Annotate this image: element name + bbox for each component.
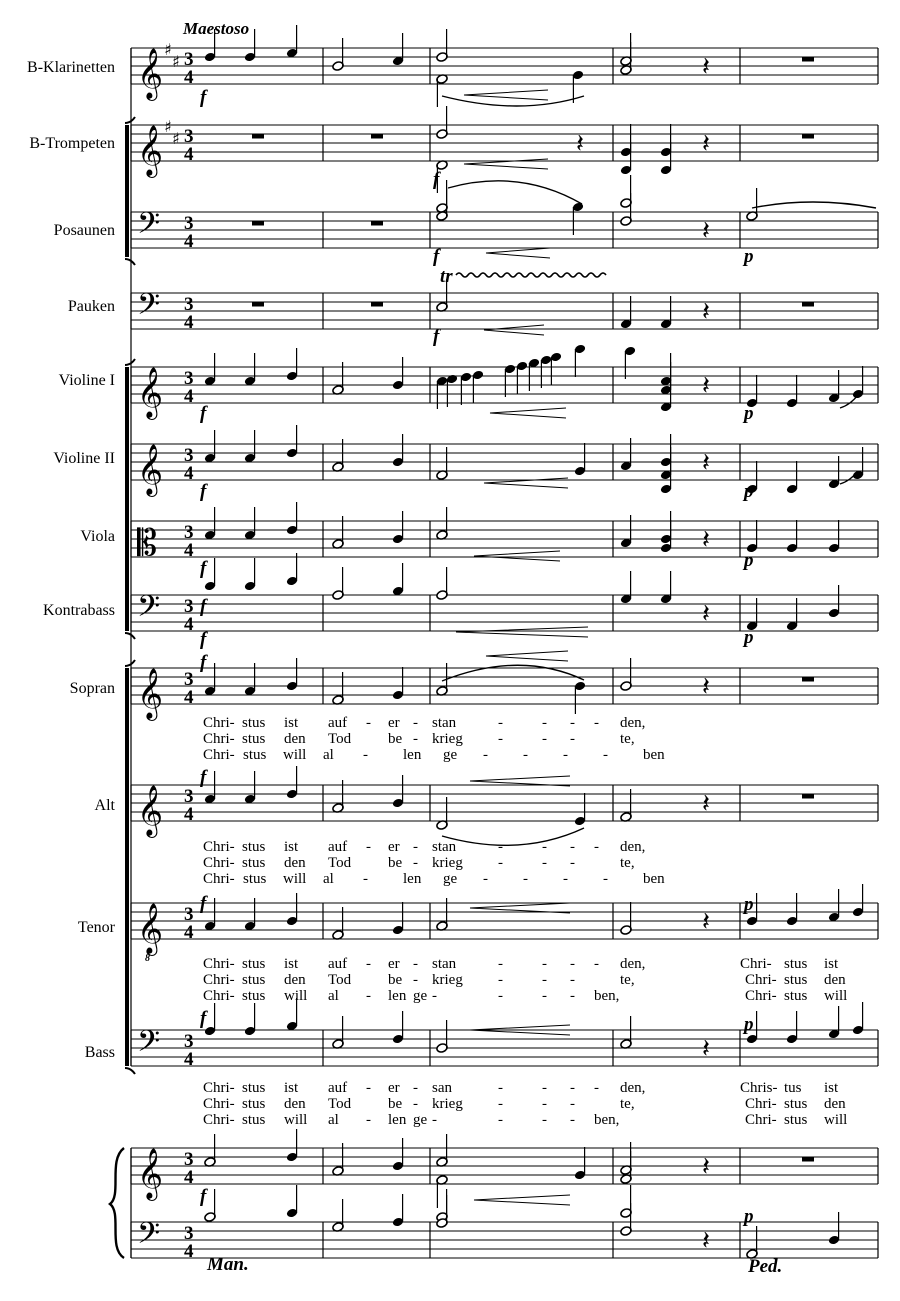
slur xyxy=(442,828,584,845)
lyric-syllable-alt: be xyxy=(388,855,403,871)
whole-rest-icon xyxy=(252,221,264,226)
lyric-syllable-tenor: stus xyxy=(242,972,266,988)
lyric-syllable-bass: - xyxy=(366,1112,371,1128)
lyric-syllable-sopran: - xyxy=(498,715,503,731)
lyric-syllable-tenor: will xyxy=(284,988,308,1004)
whole-rest-icon xyxy=(802,677,814,682)
lyric-syllable-bass: len xyxy=(388,1112,407,1128)
lyric-syllable-alt: den, xyxy=(620,839,646,855)
time-signature-numerator: 3 xyxy=(184,49,194,70)
time-signature-denominator: 4 xyxy=(184,1049,194,1070)
lyric-syllable-bass: stus xyxy=(242,1096,266,1112)
lyric-syllable-tenor: Chri- xyxy=(203,972,235,988)
lyric-syllable-tenor: Chri- xyxy=(745,972,777,988)
time-signature-numerator: 3 xyxy=(184,904,194,925)
time-signature-denominator: 4 xyxy=(184,540,194,561)
quarter-rest-icon: 𝄽 xyxy=(702,297,710,327)
lyric-syllable-tenor: ist xyxy=(284,956,299,972)
lyric-syllable-alt: - xyxy=(594,839,599,855)
quarter-rest-icon: 𝄽 xyxy=(702,52,710,82)
piano-mark: p xyxy=(744,894,754,915)
lyric-syllable-alt: stan xyxy=(432,839,457,855)
lyric-syllable-bass: den xyxy=(284,1096,306,1112)
instrument-label-ba: Bass xyxy=(84,1044,115,1061)
quarter-rest-icon: 𝄽 xyxy=(702,599,710,629)
lyric-syllable-alt: - xyxy=(563,871,568,887)
trill-mark: tr xyxy=(440,266,453,287)
instrument-label-v2: Violine II xyxy=(53,450,115,467)
lyric-syllable-sopran: ist xyxy=(284,715,299,731)
lyric-syllable-tenor: stus xyxy=(784,972,808,988)
lyric-syllable-sopran: ben xyxy=(643,747,665,763)
whole-rest-icon xyxy=(371,134,383,139)
whole-rest-icon xyxy=(252,302,264,307)
time-signature-denominator: 4 xyxy=(184,312,194,333)
lyric-syllable-bass: - xyxy=(542,1112,547,1128)
lyric-syllable-sopran: - xyxy=(413,715,418,731)
bass-clef-icon: 𝄢 xyxy=(137,207,161,248)
treble-clef-icon: 𝄞 xyxy=(137,125,164,176)
quarter-rest-icon: 𝄽 xyxy=(702,448,710,478)
lyric-syllable-bass: - xyxy=(432,1112,437,1128)
lyric-syllable-sopran: - xyxy=(483,747,488,763)
forte-mark: f xyxy=(200,481,207,502)
lyric-syllable-sopran: te, xyxy=(620,731,635,747)
time-signature-denominator: 4 xyxy=(184,614,194,635)
lyric-syllable-sopran: er xyxy=(388,715,400,731)
time-signature-numerator: 3 xyxy=(184,1031,194,1052)
time-signature-numerator: 3 xyxy=(184,1149,194,1170)
strings-bracket-top-hook xyxy=(125,359,135,365)
lyric-syllable-bass: al xyxy=(328,1112,339,1128)
forte-mark: f xyxy=(200,87,207,108)
lyric-syllable-tenor: den xyxy=(284,972,306,988)
lyric-syllable-tenor: ge xyxy=(413,988,428,1004)
lyric-syllable-alt: Chri- xyxy=(203,855,235,871)
instrument-label-kb: Kontrabass xyxy=(43,602,115,619)
bass-clef-icon: 𝄢 xyxy=(137,1217,161,1258)
time-signature-numerator: 3 xyxy=(184,596,194,617)
alto-clef-icon: 𝄡 xyxy=(137,523,158,564)
lyric-syllable-tenor: den, xyxy=(620,956,646,972)
slur xyxy=(448,181,582,204)
lyric-syllable-bass: Chri- xyxy=(745,1096,777,1112)
lyric-syllable-bass: er xyxy=(388,1080,400,1096)
lyric-syllable-tenor: - xyxy=(570,956,575,972)
lyric-syllable-alt: stus xyxy=(242,855,266,871)
instrument-label-po: Posaunen xyxy=(53,222,115,239)
lyric-syllable-tenor: - xyxy=(498,988,503,1004)
lyric-syllable-bass: stus xyxy=(784,1112,808,1128)
quarter-rest-icon: 𝄽 xyxy=(702,672,710,702)
lyric-syllable-sopran: Chri- xyxy=(203,731,235,747)
lyric-syllable-bass: auf xyxy=(328,1080,348,1096)
lyric-syllable-alt: den xyxy=(284,855,306,871)
lyric-syllable-bass: - xyxy=(498,1080,503,1096)
lyric-syllable-alt: len xyxy=(403,871,422,887)
lyric-syllable-sopran: Chri- xyxy=(203,747,235,763)
lyric-syllable-bass: ist xyxy=(284,1080,299,1096)
lyric-syllable-bass: den, xyxy=(620,1080,646,1096)
strings-bracket-bottom-hook xyxy=(125,633,135,639)
lyric-syllable-tenor: Chri- xyxy=(740,956,772,972)
lyric-syllable-alt: Chri- xyxy=(203,871,235,887)
piano-mark: p xyxy=(744,1206,754,1227)
lyric-syllable-alt: Chri- xyxy=(203,839,235,855)
bass-clef-icon: 𝄢 xyxy=(137,590,161,631)
piano-mark: p xyxy=(744,550,754,571)
whole-rest-icon xyxy=(802,1157,814,1162)
time-signature-numerator: 3 xyxy=(184,126,194,147)
lyric-syllable-alt: stus xyxy=(242,839,266,855)
lyric-syllable-sopran: - xyxy=(570,715,575,731)
time-signature-numerator: 3 xyxy=(184,669,194,690)
lyric-syllable-sopran: den, xyxy=(620,715,646,731)
instrument-label-te: Tenor xyxy=(77,919,115,936)
pedal-marking: Ped. xyxy=(748,1256,783,1277)
treble-clef-icon: 𝄞 xyxy=(137,668,164,719)
lyric-syllable-tenor: len xyxy=(388,988,407,1004)
time-signature-denominator: 4 xyxy=(184,67,194,88)
lyric-syllable-alt: te, xyxy=(620,855,635,871)
forte-mark: f xyxy=(200,629,207,650)
lyric-syllable-sopran: - xyxy=(563,747,568,763)
treble-clef-icon: 𝄞 xyxy=(137,367,164,418)
lyric-syllable-bass: ist xyxy=(824,1080,839,1096)
lyric-syllable-sopran: - xyxy=(542,731,547,747)
whole-rest-icon xyxy=(802,57,814,62)
lyric-syllable-tenor: will xyxy=(824,988,848,1004)
lyric-syllable-bass: - xyxy=(594,1080,599,1096)
lyric-syllable-alt: krieg xyxy=(432,855,463,871)
lyric-syllable-sopran: ge xyxy=(443,747,458,763)
lyric-syllable-bass: stus xyxy=(242,1112,266,1128)
quarter-rest-icon: 𝄽 xyxy=(702,789,710,819)
forte-mark: f xyxy=(200,893,207,914)
treble-clef-icon: 𝄞 xyxy=(137,1148,164,1199)
lyric-syllable-tenor: Tod xyxy=(328,972,352,988)
lyric-syllable-bass: - xyxy=(413,1096,418,1112)
lyric-syllable-tenor: stus xyxy=(784,956,808,972)
lyric-syllable-sopran: - xyxy=(413,731,418,747)
sharp-icon: ♯ xyxy=(172,52,180,71)
lyric-syllable-alt: - xyxy=(542,839,547,855)
lyric-syllable-tenor: - xyxy=(570,972,575,988)
choir-bracket-top-hook xyxy=(125,660,135,666)
forte-mark: f xyxy=(433,326,440,347)
lyric-syllable-tenor: - xyxy=(570,988,575,1004)
time-signature-numerator: 3 xyxy=(184,213,194,234)
lyric-syllable-sopran: stus xyxy=(243,747,267,763)
time-signature-denominator: 4 xyxy=(184,804,194,825)
piano-mark: p xyxy=(744,481,754,502)
lyric-syllable-tenor: den xyxy=(824,972,846,988)
lyric-syllable-sopran: - xyxy=(603,747,608,763)
lyric-syllable-sopran: will xyxy=(283,747,307,763)
time-signature-numerator: 3 xyxy=(184,294,194,315)
notes xyxy=(204,25,876,1259)
quarter-rest-icon: 𝄽 xyxy=(702,1226,710,1256)
forte-mark: f xyxy=(200,1186,207,1207)
brass-bracket-bottom-hook xyxy=(125,259,135,265)
quarter-rest-icon: 𝄽 xyxy=(702,525,710,555)
instrument-label-tr: B-Trompeten xyxy=(29,135,115,152)
lyric-syllable-bass: krieg xyxy=(432,1096,463,1112)
quarter-rest-icon: 𝄽 xyxy=(702,371,710,401)
lyric-syllable-alt: stus xyxy=(243,871,267,887)
lyric-syllable-bass: te, xyxy=(620,1096,635,1112)
lyric-syllable-bass: Chris- xyxy=(740,1080,778,1096)
lyric-syllable-bass: Chri- xyxy=(203,1096,235,1112)
lyric-syllable-tenor: ben, xyxy=(594,988,620,1004)
time-signature-denominator: 4 xyxy=(184,1241,194,1262)
lyric-syllable-tenor: - xyxy=(413,956,418,972)
lyric-syllable-tenor: - xyxy=(498,972,503,988)
instrument-labels xyxy=(27,59,116,1061)
crescendo-hairpin xyxy=(486,248,550,258)
treble-clef-icon: 𝄞 xyxy=(137,785,164,836)
lyric-syllable-bass: den xyxy=(824,1096,846,1112)
lyric-syllable-bass: - xyxy=(498,1112,503,1128)
forte-mark: f xyxy=(200,558,207,579)
time-signature-numerator: 3 xyxy=(184,786,194,807)
lyric-syllable-tenor: krieg xyxy=(432,972,463,988)
whole-rest-icon xyxy=(371,221,383,226)
lyric-syllable-tenor: - xyxy=(413,972,418,988)
time-signature-denominator: 4 xyxy=(184,386,194,407)
lyric-syllable-alt: - xyxy=(498,855,503,871)
trill-wavy-line xyxy=(456,273,606,277)
lyric-syllable-alt: Tod xyxy=(328,855,352,871)
lyric-syllable-sopran: - xyxy=(498,731,503,747)
quarter-rest-icon: 𝄽 xyxy=(702,1152,710,1182)
lyric-syllable-alt: - xyxy=(523,871,528,887)
lyric-syllable-alt: will xyxy=(283,871,307,887)
lyric-syllable-alt: - xyxy=(603,871,608,887)
lyric-syllable-tenor: be xyxy=(388,972,403,988)
whole-rest-icon xyxy=(802,302,814,307)
lyric-syllable-tenor: Chri- xyxy=(745,988,777,1004)
lyric-syllable-bass: - xyxy=(366,1080,371,1096)
brass-bracket-top-hook xyxy=(125,117,135,123)
lyric-syllable-tenor: auf xyxy=(328,956,348,972)
lyric-syllable-sopran: Tod xyxy=(328,731,352,747)
lyric-syllable-alt: ben xyxy=(643,871,665,887)
time-signature-numerator: 3 xyxy=(184,522,194,543)
lyric-syllable-tenor: er xyxy=(388,956,400,972)
lyric-syllable-sopran: - xyxy=(542,715,547,731)
lyric-syllable-tenor: ist xyxy=(824,956,839,972)
lyric-syllable-sopran: be xyxy=(388,731,403,747)
lyric-syllable-bass: - xyxy=(570,1080,575,1096)
time-signature-denominator: 4 xyxy=(184,231,194,252)
staff-lines xyxy=(131,40,878,1262)
lyric-syllable-sopran: - xyxy=(594,715,599,731)
lyric-syllable-bass: stus xyxy=(784,1096,808,1112)
lyric-syllable-tenor: - xyxy=(542,988,547,1004)
treble-clef-icon: 𝄞 xyxy=(137,444,164,495)
lyric-syllable-bass: will xyxy=(824,1112,848,1128)
piano-mark: p xyxy=(744,403,754,424)
crescendo-hairpin xyxy=(490,408,566,418)
quarter-rest-icon: 𝄽 xyxy=(702,1034,710,1064)
sharp-icon: ♯ xyxy=(164,40,172,59)
lyric-syllable-tenor: - xyxy=(594,956,599,972)
lyric-syllable-bass: Chri- xyxy=(203,1112,235,1128)
lyric-syllable-bass: Chri- xyxy=(203,1080,235,1096)
forte-mark: f xyxy=(200,596,207,617)
lyric-syllable-alt: ge xyxy=(443,871,458,887)
lyric-syllable-bass: san xyxy=(432,1080,452,1096)
lyric-syllable-sopran: den xyxy=(284,731,306,747)
quarter-rest-icon: 𝄽 xyxy=(576,129,584,159)
lyric-syllable-alt: al xyxy=(323,871,334,887)
forte-mark: f xyxy=(433,246,440,267)
lyric-syllable-sopran: stan xyxy=(432,715,457,731)
sharp-icon: ♯ xyxy=(172,129,180,148)
time-signature-denominator: 4 xyxy=(184,144,194,165)
lyric-syllable-bass: - xyxy=(570,1112,575,1128)
time-signature-numerator: 3 xyxy=(184,1223,194,1244)
time-signature-denominator: 4 xyxy=(184,922,194,943)
lyric-syllable-bass: ge xyxy=(413,1112,428,1128)
tie xyxy=(752,202,876,208)
instrument-label-pk: Pauken xyxy=(67,298,115,315)
whole-rest-icon xyxy=(371,302,383,307)
lyric-syllable-tenor: stus xyxy=(784,988,808,1004)
lyric-syllable-sopran: - xyxy=(523,747,528,763)
instrument-label-so: Sopran xyxy=(69,680,115,697)
lyric-syllable-tenor: - xyxy=(366,956,371,972)
quarter-rest-icon: 𝄽 xyxy=(702,907,710,937)
lyric-syllable-tenor: Chri- xyxy=(203,988,235,1004)
choir-bracket-bottom-hook xyxy=(125,1068,135,1074)
lyric-syllable-bass: be xyxy=(388,1096,403,1112)
time-signature-denominator: 4 xyxy=(184,687,194,708)
lyric-syllable-alt: - xyxy=(570,855,575,871)
crescendo-hairpin xyxy=(456,627,588,637)
lyric-syllable-sopran: Chri- xyxy=(203,715,235,731)
lyric-syllable-bass: Tod xyxy=(328,1096,352,1112)
lyric-syllable-bass: - xyxy=(542,1096,547,1112)
piano-mark: p xyxy=(744,1014,754,1035)
crescendo-hairpin xyxy=(484,325,544,335)
lyric-syllable-bass: - xyxy=(498,1096,503,1112)
lyric-syllable-tenor: - xyxy=(542,972,547,988)
treble-clef-icon: 𝄞 xyxy=(137,48,164,99)
lyric-syllable-alt: - xyxy=(413,855,418,871)
octave-marker: 8 xyxy=(145,953,150,964)
lyric-syllable-bass: ben, xyxy=(594,1112,620,1128)
lyric-syllable-bass: tus xyxy=(784,1080,802,1096)
dynamics xyxy=(200,87,754,1227)
quarter-rest-icon: 𝄽 xyxy=(702,129,710,159)
lyric-syllable-sopran: al xyxy=(323,747,334,763)
lyric-syllable-alt: - xyxy=(542,855,547,871)
time-signature-denominator: 4 xyxy=(184,463,194,484)
treble8-clef-icon: 𝄞 xyxy=(137,903,164,954)
whole-rest-icon xyxy=(802,134,814,139)
lyric-syllable-tenor: stus xyxy=(242,956,266,972)
time-signature-denominator: 4 xyxy=(184,1167,194,1188)
lyric-syllable-alt: - xyxy=(570,839,575,855)
lyric-syllable-bass: Chri- xyxy=(745,1112,777,1128)
piano-mark: p xyxy=(744,627,754,648)
lyric-syllable-tenor: stus xyxy=(242,988,266,1004)
lyric-syllable-tenor: te, xyxy=(620,972,635,988)
manual-marking: Man. xyxy=(207,1254,249,1275)
lyric-syllable-bass: - xyxy=(413,1080,418,1096)
lyric-syllable-bass: will xyxy=(284,1112,308,1128)
lyric-syllable-sopran: krieg xyxy=(432,731,463,747)
sharp-icon: ♯ xyxy=(164,117,172,136)
lyric-syllable-tenor: al xyxy=(328,988,339,1004)
lyric-syllable-tenor: stan xyxy=(432,956,457,972)
lyric-syllable-sopran: stus xyxy=(242,731,266,747)
lyric-syllable-sopran: - xyxy=(366,715,371,731)
lyric-syllable-bass: stus xyxy=(242,1080,266,1096)
lyric-syllable-alt: - xyxy=(366,839,371,855)
lyric-syllable-sopran: - xyxy=(570,731,575,747)
lyric-syllable-alt: - xyxy=(483,871,488,887)
lyric-syllable-tenor: - xyxy=(542,956,547,972)
lyric-syllable-tenor: Chri- xyxy=(203,956,235,972)
crescendo-hairpin xyxy=(474,1195,570,1205)
forte-mark: f xyxy=(200,403,207,424)
lyric-syllable-sopran: len xyxy=(403,747,422,763)
lyric-syllable-alt: er xyxy=(388,839,400,855)
lyric-syllable-alt: - xyxy=(498,839,503,855)
organ-brace xyxy=(110,1148,124,1258)
crescendo-hairpin xyxy=(474,551,560,561)
lyric-syllable-bass: - xyxy=(542,1080,547,1096)
piano-mark: p xyxy=(744,246,754,267)
forte-mark: f xyxy=(200,767,207,788)
lyric-syllable-alt: - xyxy=(363,871,368,887)
lyric-syllable-tenor: - xyxy=(498,956,503,972)
instrument-label-v1: Violine I xyxy=(58,372,115,389)
instrument-label-kl: B-Klarinetten xyxy=(27,59,115,76)
crescendo-hairpin xyxy=(486,651,568,661)
forte-mark: f xyxy=(433,169,440,190)
lyric-syllable-sopran: stus xyxy=(242,715,266,731)
lyric-syllable-sopran: - xyxy=(363,747,368,763)
lyric-syllable-tenor: - xyxy=(432,988,437,1004)
lyric-syllable-bass: - xyxy=(570,1096,575,1112)
lyric-syllable-tenor: - xyxy=(366,988,371,1004)
whole-rest-icon xyxy=(802,794,814,799)
lyric-syllable-sopran: auf xyxy=(328,715,348,731)
hairpins xyxy=(456,90,588,1205)
forte-mark: f xyxy=(200,652,207,673)
crescendo-hairpin xyxy=(464,90,548,100)
time-signature-numerator: 3 xyxy=(184,445,194,466)
quarter-rest-icon: 𝄽 xyxy=(702,216,710,246)
lyric-syllable-alt: - xyxy=(413,839,418,855)
tempo-marking: Maestoso xyxy=(183,19,250,38)
whole-rest-icon xyxy=(252,134,264,139)
lyric-syllable-alt: auf xyxy=(328,839,348,855)
bass-clef-icon: 𝄢 xyxy=(137,1025,161,1066)
lyric-syllable-alt: ist xyxy=(284,839,299,855)
forte-mark: f xyxy=(200,1008,207,1029)
instrument-label-al: Alt xyxy=(94,797,115,814)
time-signature-numerator: 3 xyxy=(184,368,194,389)
instrument-label-va: Viola xyxy=(80,528,115,545)
bass-clef-icon: 𝄢 xyxy=(137,288,161,329)
